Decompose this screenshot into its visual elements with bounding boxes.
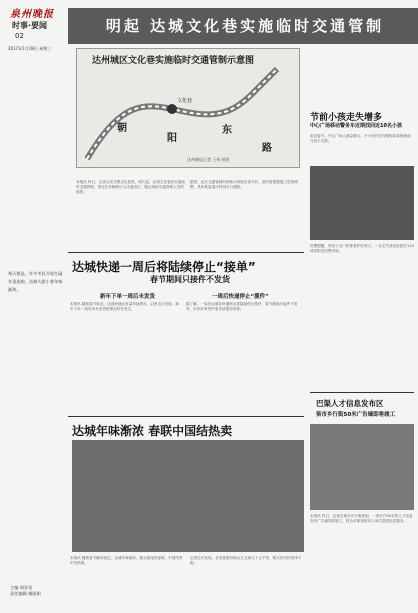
map-label-4: 路 [262,143,272,154]
sidebar-body-2: 民警提醒，带孩子出门时要看护好孩子，一旦走失请及时拨打110或向附近民警求助。 [310,244,414,253]
story2-headline: 达城快递一周后将陆续停止“接单” [72,260,256,274]
lead-story-body-1: 本报讯 昨日，记者从市交警支队获悉，明天起，达城文化巷将实施临时交通管制，请过往车辆和行人注意绕行，服从现场交通管理人员的指挥。 [76,180,185,194]
road-label: 文化巷 [177,98,193,104]
story4-body: 本报讯 昨日，记者在柴市乡行街看到，一块长约50米的人才信息发布广告墙即将竣工，将为求职者和用人单位提供信息服务。 [310,514,413,523]
road-path [87,69,277,159]
story2-subhead: 春节期间只接件不发货 [150,275,230,284]
story2-body-1: 本报讯 随着春节临近，达城快递业务量持续增长。记者走访发现，新年下单一周后仍未发货的情况时有发生。 [70,302,179,311]
newspaper-logo: 泉州晚报 [10,9,54,20]
story4-photo [310,424,414,510]
date: 2017年1月18日 [8,46,38,51]
map-label-1: 朝 [117,123,127,134]
lead-headline: 明起 达城文化巷实施临时交通管制 [105,17,385,35]
editor-credit: 主编 胡亚男 [10,585,33,590]
left-column-teaser: 每天都是，许多市民开始忙碌年货选购，达城大街小巷年味渐浓。 [8,271,63,292]
divider [68,416,304,417]
masthead [0,0,418,46]
story2-body-2: 据了解，一周后达城各快递网点将陆续停止揽件，春节期间只接件不发货，市民如有寄件需求请提前安排。 [186,302,298,311]
issue-date [8,46,66,58]
story4-subhead: 柴市乡行街50米广告墙即将竣工 [316,412,396,418]
page-number: 02 [15,32,24,40]
story4-headline: 巴渠人才信息发布区 [316,399,384,408]
sidebar-subhead: 中心广场移动警务车近期找回近10名小孩 [310,123,402,129]
map-label-2: 阳 [167,133,177,144]
sidebar-headline: 节前小孩走失增多 [310,113,383,123]
divider [310,392,414,393]
lead-story-body-2: 据悉，此次交通管制时间预计持续至春节后，届时将根据施工进度调整，具体恢复通行时间另行通知。 [190,180,298,189]
traffic-map [76,48,300,168]
story3-photo [72,440,304,552]
footer-credits [10,585,70,609]
sidebar-photo [310,166,414,240]
story3-body-1: 本报讯 随着春节脚步临近，达城年味渐浓，街头巷尾的春联、中国结等年货热销。 [70,556,183,565]
story2-col1-head: 新年下单一周后未发货 [100,294,156,300]
story2-col2-head: 一周后快递停止“揽件” [212,294,269,300]
story3-headline: 达城年味渐浓 春联中国结热卖 [72,424,233,438]
sidebar-body-1: 临近春节，中心广场人流量增大，不少家长因为购物或看热闹而与孩子走散。 [310,134,411,143]
map-caption: 达州晚报记者 王伟 制图 [187,157,230,162]
designer-credit: 责任编辑 谢丽娟 [10,591,41,596]
map-title: 达州城区文化巷实施临时交通管制示意图 [92,56,255,66]
section-title: 时事·要闻 [12,21,48,30]
divider [68,252,304,253]
story3-body-2: 记者走访发现，各类春联价格从几元到几十元不等，购买的市民络绎不绝。 [190,556,302,565]
map-label-3: 东 [222,125,232,136]
marker-point [167,104,177,114]
weekday: 星期三 [39,46,52,51]
